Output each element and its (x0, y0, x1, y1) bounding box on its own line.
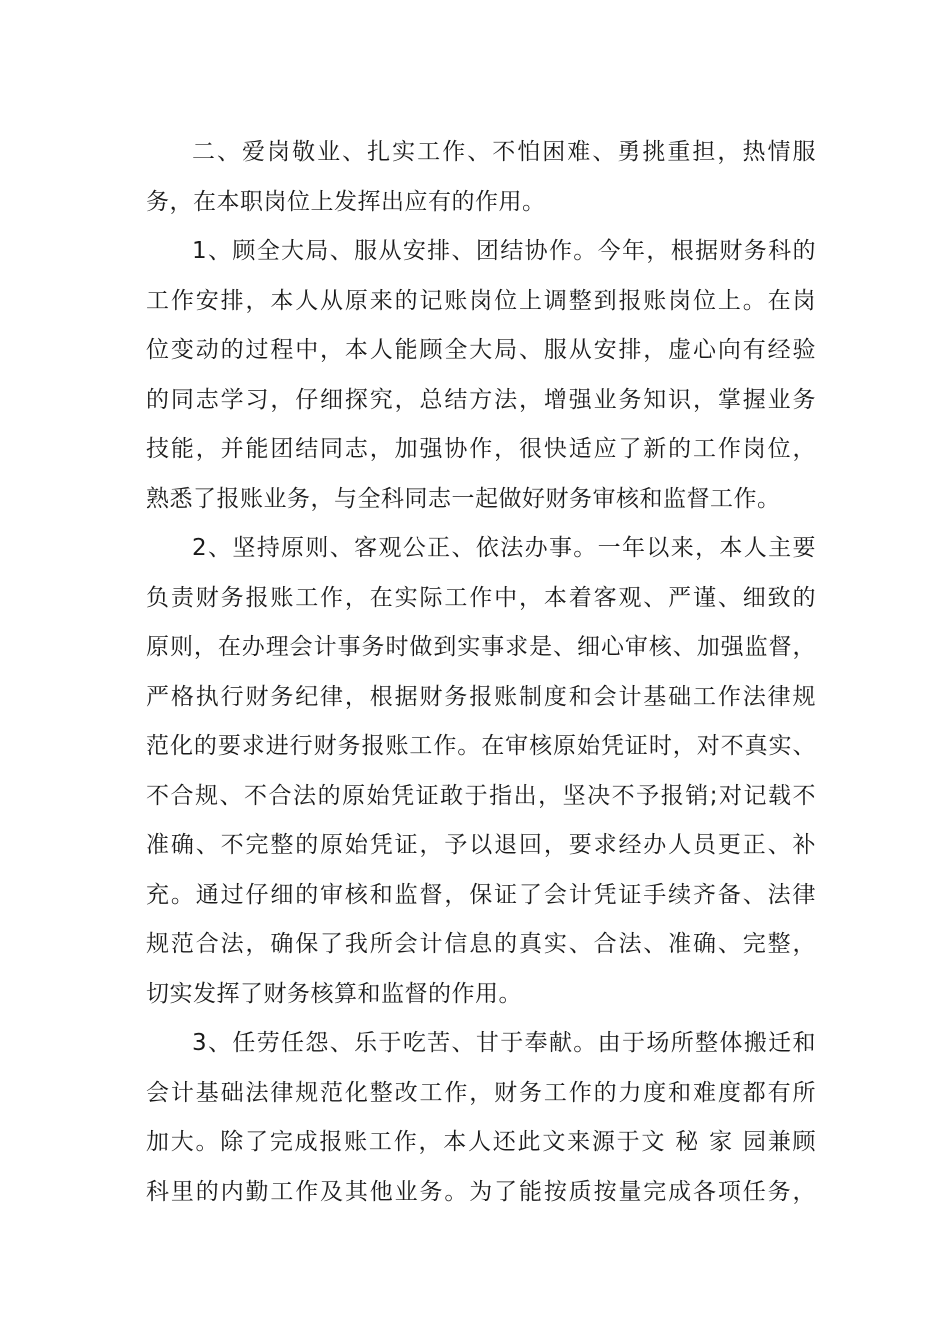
item-2-line-2: 负责财务报账工作，在实际工作中，本着客观、严谨、细致的 (146, 584, 816, 611)
item-3-line-1: 3、任劳任怨、乐于吃苦、甘于奉献。由于场所整体搬迁和 (192, 1030, 816, 1056)
item-2-line-3: 原则，在办理会计事务时做到实事求是、细心审核、加强监督， (146, 634, 816, 660)
item-2-line-4: 严格执行财务纪律，根据财务报账制度和会计基础工作法律规 (146, 683, 816, 710)
item-1-line-1: 1、顾全大局、服从安排、团结协作。今年，根据财务科的 (192, 238, 816, 264)
item-1-line-5: 技能，并能团结同志，加强协作，很快适应了新的工作岗位， (146, 436, 816, 462)
item-2-line-8: 充。通过仔细的审核和监督，保证了会计凭证手续齐备、法律 (146, 881, 816, 908)
item-2-line-6: 不合规、不合法的原始凭证敢于指出，坚决不予报销;对记载不 (146, 782, 816, 809)
item-1-line-3: 位变动的过程中，本人能顾全大局、服从安排，虚心向有经验 (146, 337, 816, 363)
paragraph-2-line-1: 二、爱岗敬业、扎实工作、不怕困难、勇挑重担，热情服 (192, 139, 816, 165)
item-2-line-1: 2、坚持原则、客观公正、依法办事。一年以来，本人主要 (192, 535, 816, 561)
item-2-line-5: 范化的要求进行财务报账工作。在审核原始凭证时，对不真实、 (146, 733, 816, 759)
paragraph-2-line-2: 务，在本职岗位上发挥出应有的作用。 (146, 188, 546, 215)
item-2-line-7: 准确、不完整的原始凭证，予以退回，要求经办人员更正、补 (146, 832, 816, 858)
item-2-line-9: 规范合法，确保了我所会计信息的真实、合法、准确、完整， (146, 931, 816, 957)
item-3-line-4: 科里的内勤工作及其他业务。为了能按质按量完成各项任务， (146, 1178, 816, 1205)
item-1-line-6: 熟悉了报账业务，与全科同志一起做好财务审核和监督工作。 (146, 485, 781, 512)
item-3-line-3: 加大。除了完成报账工作，本人还此文来源于文 秘 家 园兼顾 (146, 1129, 816, 1155)
item-2-line-10: 切实发挥了财务核算和监督的作用。 (146, 980, 522, 1007)
item-1-line-4: 的同志学习，仔细探究，总结方法，增强业务知识，掌握业务 (146, 386, 816, 413)
item-3-line-2: 会计基础法律规范化整改工作，财务工作的力度和难度都有所 (146, 1079, 816, 1106)
item-1-line-2: 工作安排，本人从原来的记账岗位上调整到报账岗位上。在岗 (146, 287, 816, 314)
document-body (146, 128, 816, 1217)
